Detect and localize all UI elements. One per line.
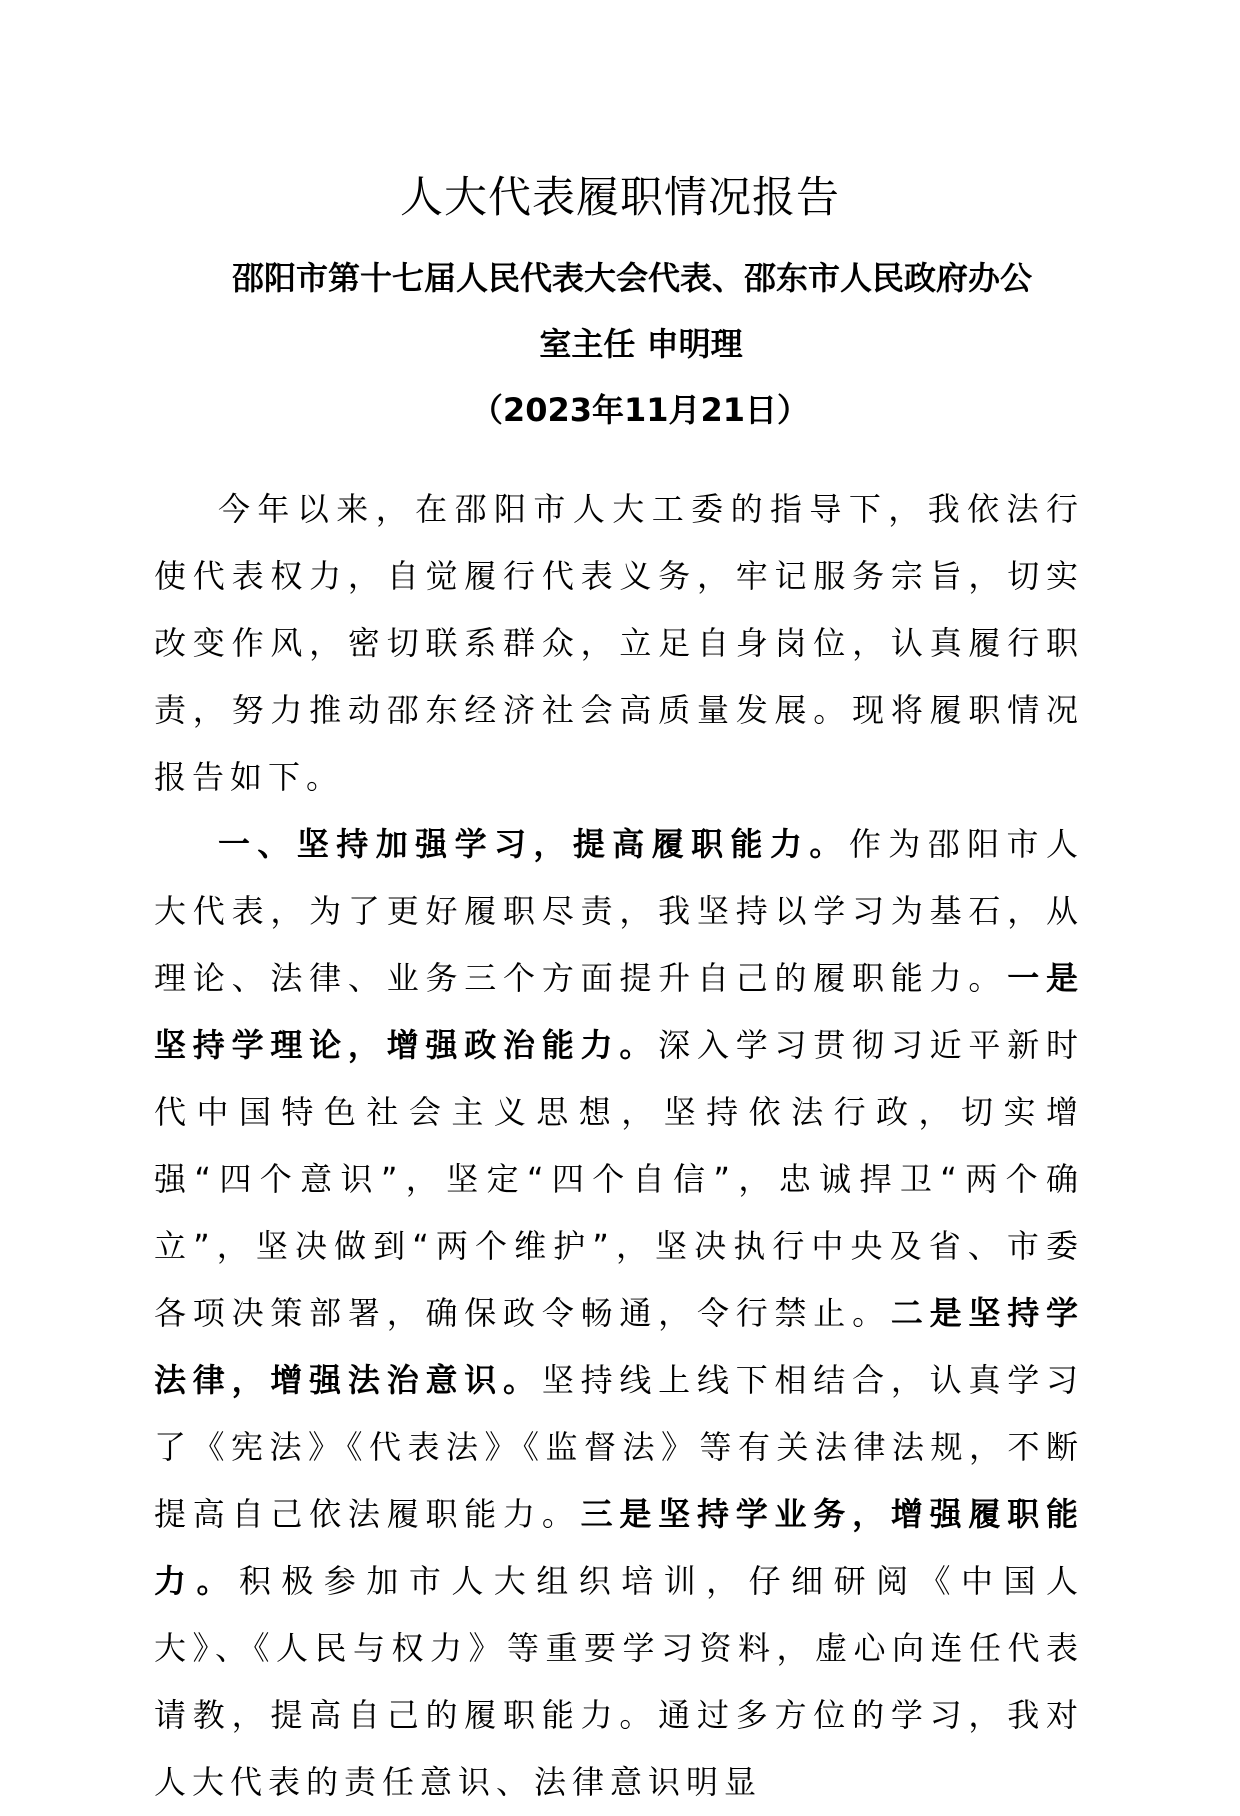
report-body — [154, 476, 1084, 1816]
intro-text: 今年以来，在邵阳市人大工委的指导下，我依法行使代表权力，自觉履行代表义务，牢记服务宗旨，切实改变作风，密切联系群众，立足自身岗位，认真履行职责，努力推动邵东经济社会高质量发展。现将履职情况报告如下。 — [154, 490, 1084, 796]
intro-paragraph — [154, 476, 1084, 811]
section-heading: 一、坚持加强学习，提高履职能力。 — [218, 825, 849, 863]
section-one-paragraph — [154, 811, 1084, 1816]
report-title: 人大代表履职情况报告 — [400, 173, 840, 223]
author-line-2: 室主任 申明理 — [539, 325, 743, 363]
point-three-heading: 三是坚持学业务，增强履职能力。 — [154, 1495, 1084, 1600]
section-text-a: 作为邵阳市人大代表，为了更好履职尽责，我坚持以学习为基石，从理论、法律、业务三个方面提升自己的履职能力。 — [154, 825, 1084, 997]
point-one-heading: 一是坚持学理论，增强政治能力。 — [154, 959, 1084, 1064]
section-text-c: 坚持线上线下相结合，认真学习了《宪法》《代表法》《监督法》等有关法律法规，不断提高自己依法履职能力。 — [154, 1361, 1084, 1533]
point-two-heading: 二是坚持学法律，增强法治意识。 — [154, 1294, 1084, 1399]
report-date: （2023年11月21日） — [470, 391, 810, 429]
author-line-1: 邵阳市第十七届人民代表大会代表、邵东市人民政府办公 — [232, 259, 1033, 297]
section-text-d: 积极参加市人大组织培训，仔细研阅《中国人大》、《人民与权力》等重要学习资料，虚心向连任代表请教，提高自己的履职能力。通过多方位的学习，我对人大代表的责任意识、法律意识明显 — [154, 1562, 1084, 1801]
section-text-b: 深入学习贯彻习近平新时代中国特色社会主义思想，坚持依法行政，切实增强“四个意识”，坚定“四个自信”，忠诚捍卫“两个确立”，坚决做到“两个维护”，坚决执行中央及省、市委各项决策部署，确保政令畅通，令行禁止。 — [154, 1026, 1084, 1332]
